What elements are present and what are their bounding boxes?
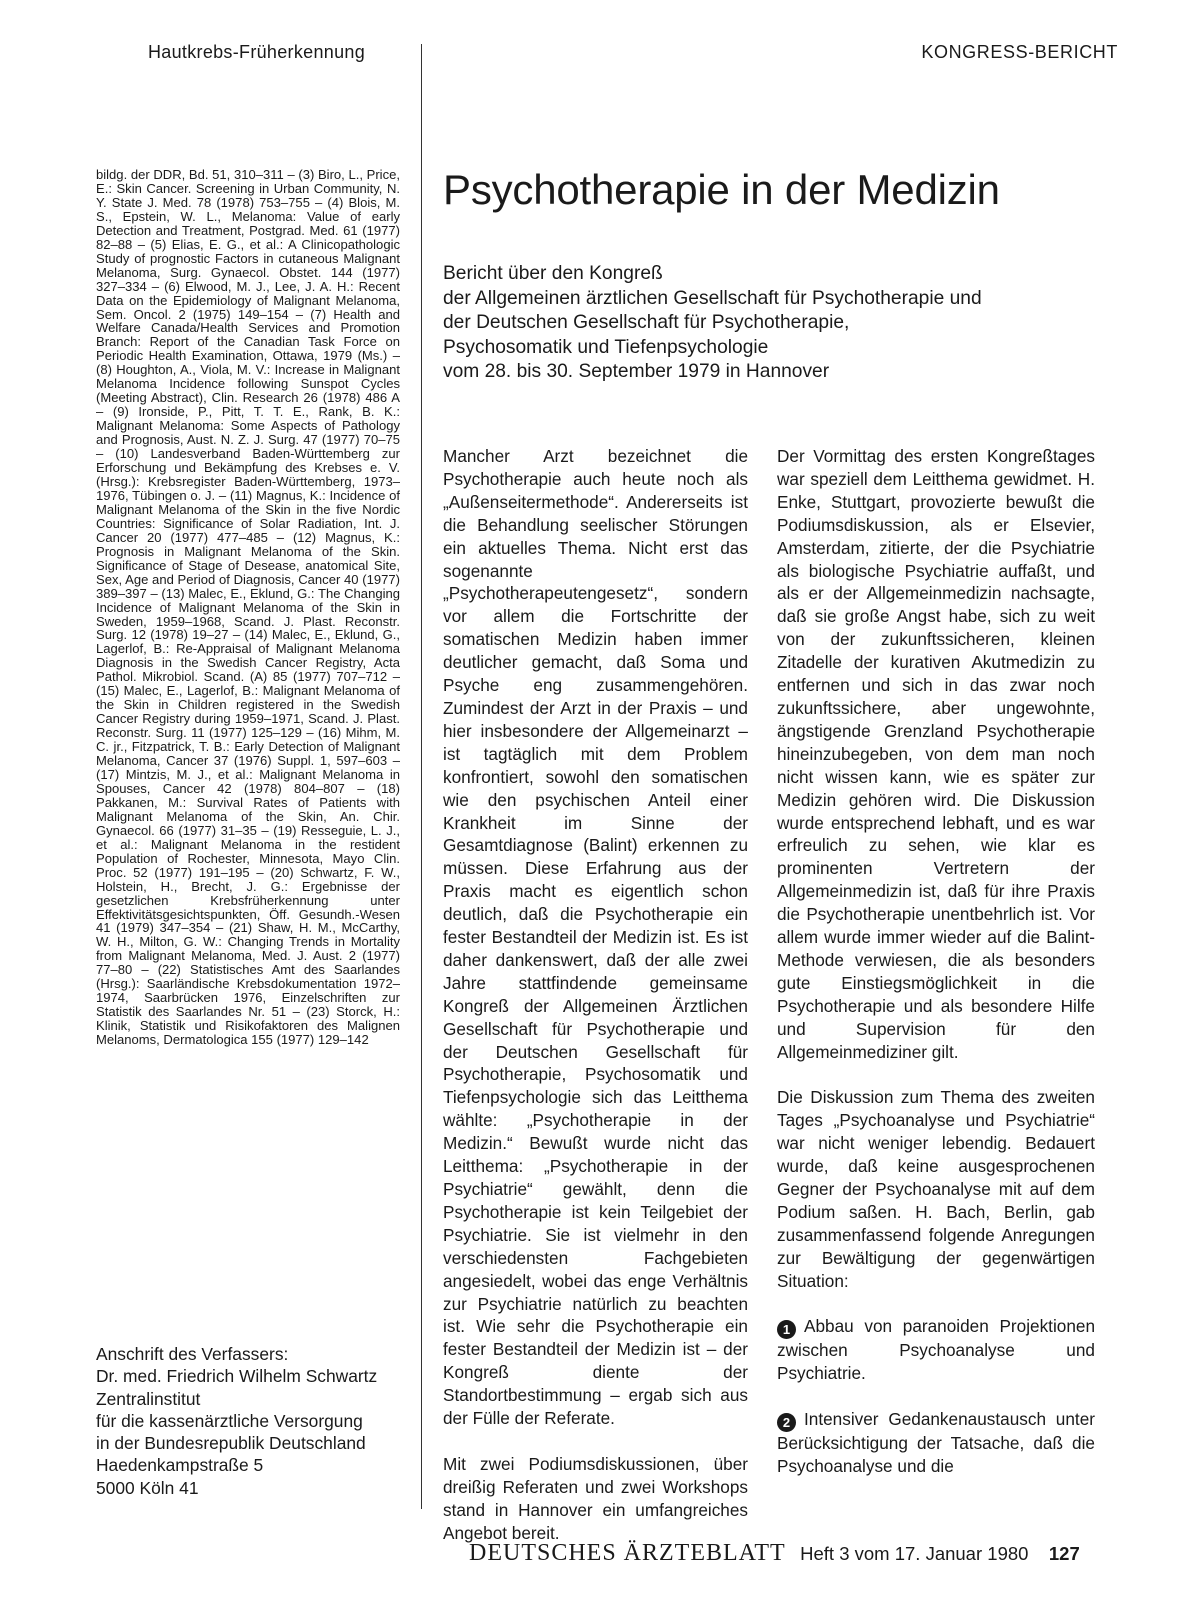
paragraph: Der Vormittag des ersten Kongreßtages war speziell dem Leitthema gewidmet. H. Enke, Stuttgart, provozierte bewußt die Podiumsdiskussion, als er Elsevier, Amsterdam, zitierte, der die Psychiatrie als biologische Psychiatrie auffaßt, und als er der Allgemeinmedizin nachsagte, daß sie große Angst habe, sich zu weit von der zukunftssicheren, kleinen Zitadelle der kurativen Akutmedizin zu entfernen und sich in das zwar noch zukunftssichere, aber ungewohnte, ängstigende Grenzland Psychotherapie hineinzubegeben, von dem man noch nicht wissen kann, wie es später zur Medizin gehören wird. Die Diskussion wurde entsprechend lebhaft, und es war erfreulich zu sehen, wie klar es prominenten Vertretern der Allgemeinmedizin ist, daß für ihre Praxis die Psychotherapie unentbehrlich ist. Vor allem wurde immer wieder auf die Balint-Methode verwiesen, die als besonders gute Einstiegsmöglichkeit in die Psychotherapie und als besondere Hilfe und Supervision für den Allgemeinmediziner gilt.: [777, 446, 1095, 1062]
list-item: [777, 1408, 1095, 1478]
running-header-right: KONGRESS-BERICHT: [921, 42, 1118, 62]
address-line: in der Bundesrepublik Deutschland: [96, 1433, 366, 1454]
author-address: [96, 1343, 416, 1499]
column-divider: [421, 44, 422, 1509]
address-line: 5000 Köln 41: [96, 1477, 199, 1498]
subtitle-line: der Allgemeinen ärztlichen Gesellschaft für Psychotherapie und: [443, 287, 982, 309]
subtitle-line: Bericht über den Kongreß: [443, 263, 663, 284]
paragraph: Mancher Arzt bezeichnet die Psychotherapie auch heute noch als „Außenseitermethode“. Andererseits ist die Behandlung seelischer Störungen ein aktuelles Thema. Nicht erst das sogenannte „Psychotherapeutengesetz“, sondern vor allem die Fortschritte der somatischen Medizin haben immer deutlicher gemacht, daß Soma und Psyche eng zusammengehören. Zumindest der Arzt in der Praxis – und hier insbesondere der Allgemeinarzt – ist tagtäglich mit dem Problem konfrontiert, sowohl den somatischen wie den psychischen Anteil einer Krankheit im Sinne der Gesamtdiagnose (Balint) erkennen zu müssen. Diese Erfahrung aus der Praxis macht es eigentlich schon deutlich, daß die Psychotherapie ein fester Bestandteil der Medizin ist. Es ist daher dankenswert, daß der alle zwei Jahre stattfindende gemeinsame Kongreß der Allgemeinen Ärztlichen Gesellschaft für Psychotherapie und der Deutschen Gesellschaft für Psychotherapie, Psychosomatik und Tiefenpsychologie sich das Leitthema wählte: „Psychotherapie in der Medizin.“ Bewußt wurde nicht das Leitthema: „Psychotherapie in der Psychiatrie“ gewählt, denn die Psychotherapie ist kein Teilgebiet der Psychiatrie. Sie ist vielmehr in den verschiedensten Fachgebieten angesiedelt, wobei das enge Verhältnis zur Psychiatrie natürlich zu beachten ist. Wie sehr die Psychotherapie ein fester Bestandteil der Medizin ist – der Kongreß diente der Standortbestimmung – ergab sich aus der Fülle der Referate.: [443, 446, 748, 1429]
subtitle-line: Psychosomatik und Tiefenpsychologie: [443, 336, 769, 358]
issue-info: Heft 3 vom 17. Januar 1980: [800, 1543, 1029, 1564]
subtitle-line: der Deutschen Gesellschaft für Psychotherapie,: [443, 312, 850, 334]
running-header-left: Hautkrebs-Früherkennung: [148, 42, 366, 62]
list-item: [777, 1315, 1095, 1385]
address-line: Haedenkampstraße 5: [96, 1455, 264, 1476]
address-line: Dr. med. Friedrich Wilhelm Schwartz: [96, 1366, 378, 1387]
address-line: Zentralinstitut: [96, 1388, 201, 1409]
article-column-1: [443, 445, 748, 1544]
journal-name: DEUTSCHES ÄRZTEBLATT: [469, 1540, 786, 1566]
paragraph: Mit zwei Podiumsdiskussionen, über dreißig Referaten und zwei Workshops stand in Hannover ein umfangreiches Angebot bereit.: [443, 1453, 748, 1543]
article-column-2: [777, 445, 1095, 1478]
address-heading: Anschrift des Verfassers:: [96, 1344, 289, 1364]
list-item-text: Intensiver Gedankenaustausch unter Berücksichtigung der Tatsache, daß die Psychoanalyse und die: [777, 1409, 1095, 1477]
article-title: Psychotherapie in der Medizin: [443, 166, 1000, 213]
number-2-icon: 2: [777, 1413, 796, 1432]
references-text: bildg. der DDR, Bd. 51, 310–311 – (3) Biro, L., Price, E.: Skin Cancer. Screening in Urban Community, N. Y. State J. Med. 78 (1978) 753–755 – (4) Blois, M. S., Epstein, W. L., Melanoma: Value of early Detection and Treatment, Postgrad. Med. 61 (1977) 82–88 – (5) Elias, E. G., et al.: A Clinicopathologic Study of prognostic Factors in cutaneous Malignant Melanoma, Surg. Gynaecol. Obstet. 144 (1977) 327–334 – (6) Elwood, M. J., Lee, J. A. H.: Recent Data on the Epidemiology of Malignant Melanoma, Sem. Oncol. 2 (1975) 149–154 – (7) Health and Welfare Canada/Health Services and Promotion Branch: Report of the Canadian Task Force on Periodic Health Examination, Ottawa, 1979 (Ms.) – (8) Houghton, A., Viola, M. V.: Increase in Malignant Melanoma Incidence following Sunspot Cycles (Meeting Abstract), Clin. Research 26 (1978) 486 A – (9) Ironside, P., Pitt, T. T. E., Rank, B. K.: Malignant Melanoma: Some Aspects of Pathology and Prognosis, Aust. N. Z. J. Surg. 47 (1977) 70–75 – (10) Landesverband Baden-Württemberg zur Erforschung und Bekämpfung des Krebses e. V. (Hrsg.): Krebsregister Baden-Württemberg, 1973–1976, Tübingen o. J. – (11) Magnus, K.: Incidence of Malignant Melanoma of the Skin in the five Nordic Countries: Significance of Solar Radiation, Int. J. Cancer 20 (1977) 477–485 – (12) Magnus, K.: Prognosis in Malignant Melanoma of the Skin. Significance of Stage of Desease, anatomical Site, Sex, Age and Period of Diagnosis, Cancer 40 (1977) 389–397 – (13) Malec, E., Eklund, G.: The Changing Incidence of Malignant Melanoma of the Skin in Sweden, 1959–1968, Scand. J. Plast. Reconstr. Surg. 12 (1978) 19–27 – (14) Malec, E., Eklund, G., Lagerlof, B.: Re-Appraisal of Malignant Melanoma Diagnosis in the Swedish Cancer Registry, Acta Pathol. Mikrobiol. Scand. (A) 85 (1977) 707–712 – (15) Malec, E., Lagerlof, B.: Malignant Melanoma of the Skin in Children registered in the Swedish Cancer Registry during 1959–1971, Scand. J. Plast. Reconstr. Surg. 11 (1977) 125–129 – (16) Mihm, M. C. jr., Fitzpatrick, T. B.: Early Detection of Malignant Melanoma, Cancer 37 (1976) Suppl. 1, 597–603 – (17) Mintzis, M. J., et al.: Malignant Melanoma in Spouses, Cancer 42 (1978) 804–807 – (18) Pakkanen, M.: Survival Rates of Patients with Malignant Melanoma of the Skin, An. Chir. Gynaecol. 66 (1977) 31–35 – (19) Resseguie, L. J., et al.: Malignant Melanoma in the restident Population of Rochester, Minnesota, Mayo Clin. Proc. 52 (1977) 191–195 – (20) Schwartz, F. W., Holstein, H., Brecht, J. G.: Ergebnisse der gesetzlichen Krebsfrüherkennung unter Effektivitätsgesichtspunkten, Öff. Gesundh.-Wesen 41 (1979) 347–354 – (21) Shaw, H. M., McCarthy, W. H., Milton, G. W.: Changing Trends in Mortality from Malignant Melanoma, Med. J. Aust. 2 (1977) 77–80 – (22) Statistisches Amt des Saarlandes (Hrsg.): Saarländische Krebsdokumentation 1972–1974, Saarbrücken 1976, Einzelschriften zur Statistik des Saarlandes Nr. 51 – (23) Storck, H.: Klinik, Statistik und Risikofaktoren des Malignen Melanoms, Dermatologica 155 (1977) 129–142: [96, 167, 400, 1048]
list-item-text: Abbau von paranoiden Projektionen zwischen Psychoanalyse und Psychiatrie.: [777, 1316, 1095, 1384]
number-1-icon: 1: [777, 1320, 796, 1339]
subtitle-line: vom 28. bis 30. September 1979 in Hannover: [443, 361, 830, 383]
page-number: 127: [1048, 1543, 1080, 1564]
references-block: [96, 168, 400, 1047]
page-footer: [469, 1540, 1119, 1567]
address-line: für die kassenärztliche Versorgung: [96, 1410, 363, 1431]
article-subtitle: [443, 262, 1133, 385]
paragraph: Die Diskussion zum Thema des zweiten Tages „Psychoanalyse und Psychiatrie“ war nicht weniger lebendig. Bedauert wurde, daß keine ausgesprochenen Gegner der Psychoanalyse mit auf dem Podium saßen. H. Bach, Berlin, gab zusammenfassend folgende Anregungen zur Bewältigung der gegenwärtigen Situation:: [777, 1087, 1095, 1291]
